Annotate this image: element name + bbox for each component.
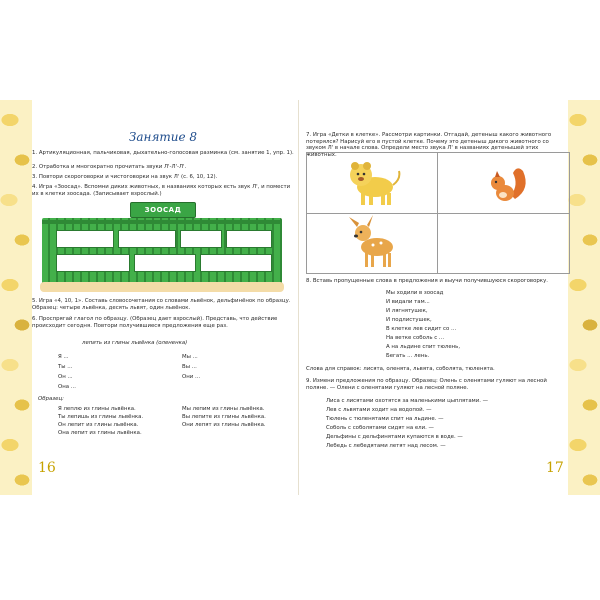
sample-line: Вы лепите из глины львёнка.: [182, 414, 266, 420]
words-hint: Слова для справок: лисята, оленята, львята, соболята, тюленята.: [306, 366, 495, 372]
zoo-cage[interactable]: [134, 254, 196, 272]
sentence-line: Соболь с соболятами сидят на ели. —: [326, 425, 434, 431]
task-3: 3. Повтори скороговорки и чистоговорки на звук Л' (с. 6, 10, 12).: [32, 174, 218, 180]
lion-cub-icon: [345, 157, 401, 209]
sentence-line: Дельфины с дельфинятами купаются в воде. —: [326, 434, 463, 440]
page-number-left: 16: [38, 460, 56, 476]
autumn-leaves-border-right: [568, 100, 600, 495]
zoo-sign: ЗООСАД: [130, 202, 196, 218]
task-4: 4. Игра «Зоосад». Вспомни диких животных, в названиях которых есть звук Л', и помести их в клетки зоосада. (Записывает взрослый.): [32, 184, 291, 197]
book-spine: [298, 100, 299, 495]
squirrel-icon: [487, 165, 531, 205]
zoo-cage[interactable]: [200, 254, 272, 272]
zoo-cage[interactable]: [56, 254, 130, 272]
task-1: 1. Артикуляционная, пальчиковая, дыхательно-голосовая разминка (см. занятие 1, упр. 1).: [32, 150, 294, 156]
autumn-leaves-border-left: [0, 100, 32, 495]
fence-rail: [42, 220, 282, 224]
zoo-cage[interactable]: [118, 230, 176, 248]
sample-line: Она лепит из глины львёнка.: [58, 430, 142, 436]
lesson-title: Занятие 8: [128, 130, 198, 144]
sample-line: Они лепят из глины львёнка.: [182, 422, 266, 428]
poem-line: А на льдине спит тюлень,: [386, 344, 461, 350]
pronoun-line: Он ...: [58, 374, 73, 380]
zoo-cage[interactable]: [56, 230, 114, 248]
pronoun-line: Она ...: [58, 384, 76, 390]
sample-line: Мы лепим из глины львёнка.: [182, 406, 265, 412]
poem-line: На ветке соболь с ...: [386, 335, 445, 341]
empty-drawing-cell[interactable]: [438, 214, 569, 273]
zoo-cage[interactable]: [180, 230, 222, 248]
pronoun-line: Я ...: [58, 354, 69, 360]
fence-posts: [42, 218, 282, 288]
pronoun-line: Они ...: [182, 374, 201, 380]
sentence-line: Лебедь с лебедятами летят над лесом. —: [326, 443, 446, 449]
conjugation-header: лепить из глины львёнка (олененка): [82, 340, 188, 346]
animal-picture-grid: [306, 152, 570, 274]
poem-line: И видали там...: [386, 299, 430, 305]
pronoun-line: Ты ...: [58, 364, 73, 370]
pronoun-line: Мы ...: [182, 354, 198, 360]
sample-line: Ты лепишь из глины львёнка.: [58, 414, 144, 420]
zoo-fence-illustration: [42, 208, 282, 288]
right-page: [306, 100, 568, 495]
sentence-line: Тюлень с тюленятами спит на льдине. —: [326, 416, 444, 422]
task-2: 2. Отработка и многократно прочитать звуки Л'-Л'-Л'.: [32, 164, 187, 170]
sample-line: Я леплю из глины львёнка.: [58, 406, 136, 412]
poem-line: И подлистушек,: [386, 317, 432, 323]
task-6: 6. Проспрягай глагол по образцу. (Образец дает взрослый). Представь, что действие происходит сегодня. Повтори получившиеся предложения еще раз.: [32, 316, 278, 329]
sample-label: Образец:: [38, 396, 64, 402]
sentence-line: Лев с львятами ходит на водопой. —: [326, 407, 432, 413]
task-9: 9. Измени предложения по образцу. Образец: Олень с оленятами гуляют на лесной поляне. — Олени с оленятами гуляют на лесной поляне.: [306, 378, 547, 391]
task-8: 8. Вставь пропущенные слова в предложения и выучи получившуюся скороговорку.: [306, 278, 548, 284]
pronoun-line: Вы ...: [182, 364, 197, 370]
zoo-ground: [40, 282, 284, 292]
poem-line: Бегать ... лень.: [386, 353, 430, 359]
task-5: 5. Игра «4, 10, 1». Составь словосочетания со словами львёнок, дельфинёнок по образцу. Образец: четыре львёнка, десять львят, один львёнок.: [32, 298, 291, 311]
poem-line: И лягнятушек,: [386, 308, 428, 314]
page-number-right: 17: [546, 460, 564, 476]
sentence-line: Лиса с лисятами охотятся за маленькими цыплятами. —: [326, 398, 489, 404]
sample-line: Он лепит из глины львёнка.: [58, 422, 139, 428]
zoo-cage[interactable]: [226, 230, 272, 248]
poem-line: Мы ходили в зоосад: [386, 290, 444, 296]
fawn-icon: [343, 215, 403, 271]
left-page: [32, 100, 294, 495]
poem-line: В клетке лев сидит со ...: [386, 326, 457, 332]
task-7: 7. Игра «Детки в клетке». Рассмотри картинки. Отгадай, детеныш какого животного потерялся? Нарисуй его в пустой клетке. Почему это детеныш дикого животного со звуком Л' в начале слова. Определи место звука Л' в названиях детенышей этих животных.: [306, 132, 552, 158]
